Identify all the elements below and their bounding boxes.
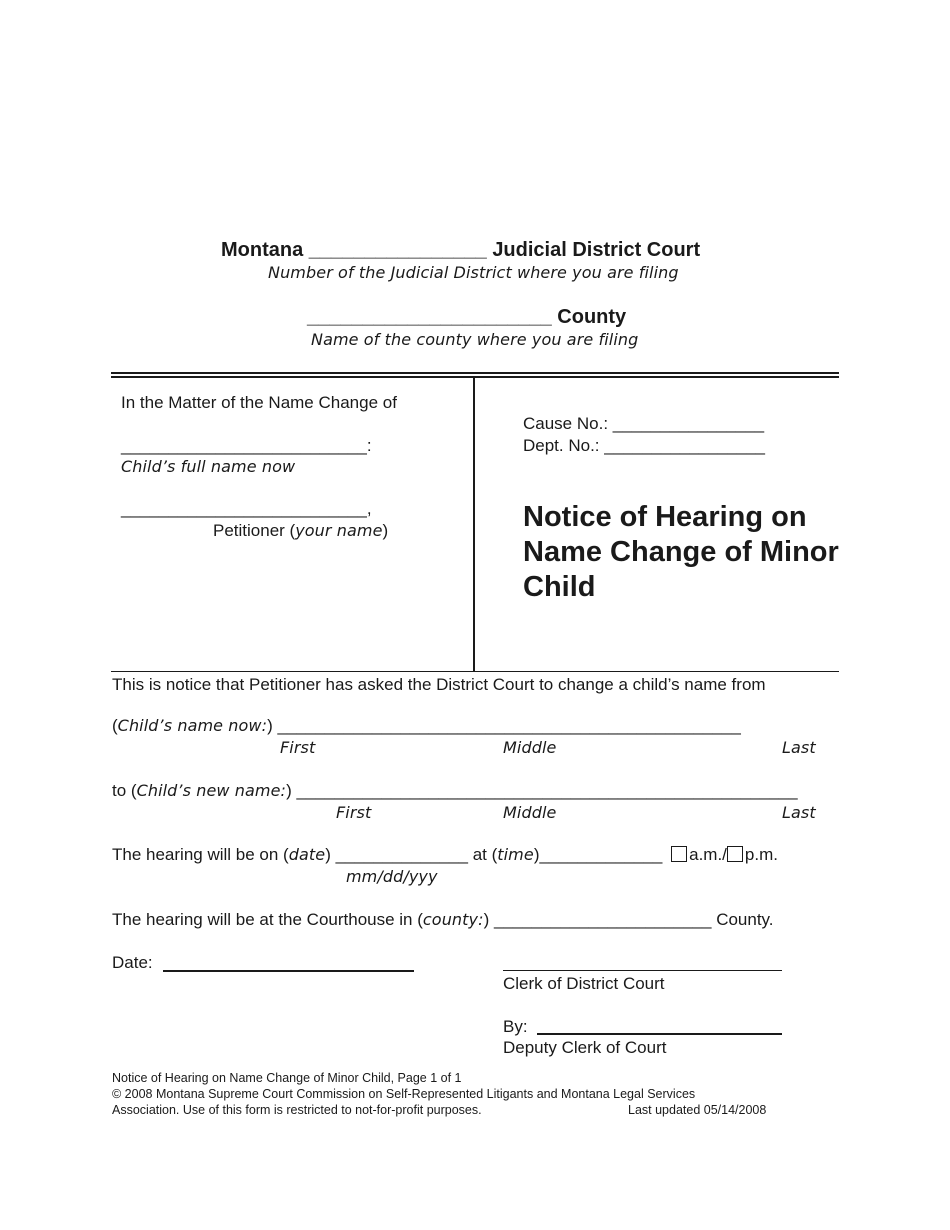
district-number-field[interactable]: ________________ bbox=[308, 239, 487, 261]
county-heading bbox=[307, 306, 626, 329]
caption-top-rule-1 bbox=[111, 372, 839, 374]
courthouse-row bbox=[112, 910, 774, 930]
footer-line-3: Association. Use of this form is restricted to not-for-profit purposes. bbox=[112, 1103, 482, 1117]
current-name-row bbox=[112, 716, 741, 736]
petitioner-text: Petitioner ( bbox=[213, 521, 296, 540]
to-close: ) bbox=[286, 781, 292, 800]
court-heading bbox=[221, 239, 700, 262]
child-name-field[interactable]: __________________________: bbox=[121, 436, 372, 455]
new-name-hint: Child’s new name: bbox=[136, 781, 287, 800]
current-first-label: First bbox=[280, 738, 316, 757]
from-open: ( bbox=[112, 716, 118, 735]
petitioner-close: ) bbox=[382, 521, 389, 540]
date-signature-line[interactable] bbox=[163, 970, 414, 972]
hearing-date-field[interactable]: ) ______________ bbox=[325, 845, 468, 864]
new-first-label: First bbox=[336, 803, 372, 822]
clerk-label: Clerk of District Court bbox=[503, 974, 665, 993]
new-last-label: Last bbox=[782, 803, 816, 822]
pm-label: p.m. bbox=[744, 845, 778, 864]
deputy-clerk-label: Deputy Clerk of Court bbox=[503, 1038, 667, 1057]
county-field[interactable]: ______________________ bbox=[307, 306, 552, 328]
deputy-signature-line[interactable] bbox=[537, 1033, 782, 1035]
county-hint: Name of the county where you are filing bbox=[311, 330, 639, 349]
current-last-label: Last bbox=[782, 738, 816, 757]
current-name-field[interactable]: _________________________________________________ bbox=[277, 716, 741, 735]
pm-checkbox[interactable] bbox=[727, 846, 743, 862]
date-format-hint: mm/dd/yyy bbox=[346, 867, 438, 886]
clerk-signature-line[interactable] bbox=[503, 970, 782, 971]
intro-text: This is notice that Petitioner has asked the District Court to change a child’s name from bbox=[112, 675, 766, 694]
hearing-prefix: The hearing will be on ( bbox=[112, 845, 289, 864]
matter-label: In the Matter of the Name Change of bbox=[121, 393, 397, 412]
current-name-hint: Child’s name now: bbox=[117, 716, 268, 735]
child-name-hint: Child’s full name now bbox=[121, 457, 296, 476]
document-title: Notice of Hearing on Name Change of Minor Child bbox=[523, 501, 839, 603]
petitioner-hint: your name bbox=[295, 521, 383, 540]
caption-top-rule-2 bbox=[111, 376, 839, 378]
petitioner-name-field[interactable]: __________________________, bbox=[121, 499, 372, 518]
at-label: at ( bbox=[472, 845, 498, 864]
footer-line-2: © 2008 Montana Supreme Court Commission on Self-Represented Litigants and Montana Legal Services bbox=[112, 1087, 696, 1101]
district-hint: Number of the Judicial District where you are filing bbox=[268, 263, 679, 282]
from-close: ) bbox=[267, 716, 273, 735]
court-prefix: Montana bbox=[221, 239, 304, 261]
new-name-field[interactable]: _____________________________________________________ bbox=[296, 781, 798, 800]
new-name-row bbox=[112, 781, 798, 801]
caption-bottom-rule bbox=[111, 671, 839, 672]
caption-divider bbox=[473, 376, 475, 672]
county-label: County bbox=[557, 306, 627, 328]
footer-line-1: Notice of Hearing on Name Change of Minor Child, Page 1 of 1 bbox=[112, 1071, 462, 1085]
to-prefix: to ( bbox=[112, 781, 137, 800]
dept-number-field[interactable]: Dept. No.: _________________ bbox=[523, 436, 765, 455]
hearing-date-row bbox=[112, 845, 778, 865]
new-middle-label: Middle bbox=[503, 803, 557, 822]
cause-number-field[interactable]: Cause No.: ________________ bbox=[523, 414, 765, 433]
hearing-time-field[interactable]: )_____________ bbox=[533, 845, 663, 864]
footer-updated: Last updated 05/14/2008 bbox=[628, 1103, 767, 1117]
courthouse-county-field[interactable]: ) _______________________ bbox=[483, 910, 712, 929]
time-hint: time bbox=[497, 845, 534, 864]
by-label: By: bbox=[503, 1017, 528, 1036]
court-suffix: Judicial District Court bbox=[492, 239, 701, 261]
date-label: Date: bbox=[112, 953, 153, 972]
petitioner-label bbox=[213, 521, 388, 541]
date-hint: date bbox=[288, 845, 326, 864]
courthouse-suffix: County. bbox=[716, 910, 774, 929]
am-checkbox[interactable] bbox=[671, 846, 687, 862]
current-middle-label: Middle bbox=[503, 738, 557, 757]
courthouse-prefix: The hearing will be at the Courthouse in ( bbox=[112, 910, 423, 929]
am-label: a.m./ bbox=[689, 845, 727, 864]
courthouse-county-hint: county: bbox=[422, 910, 484, 929]
